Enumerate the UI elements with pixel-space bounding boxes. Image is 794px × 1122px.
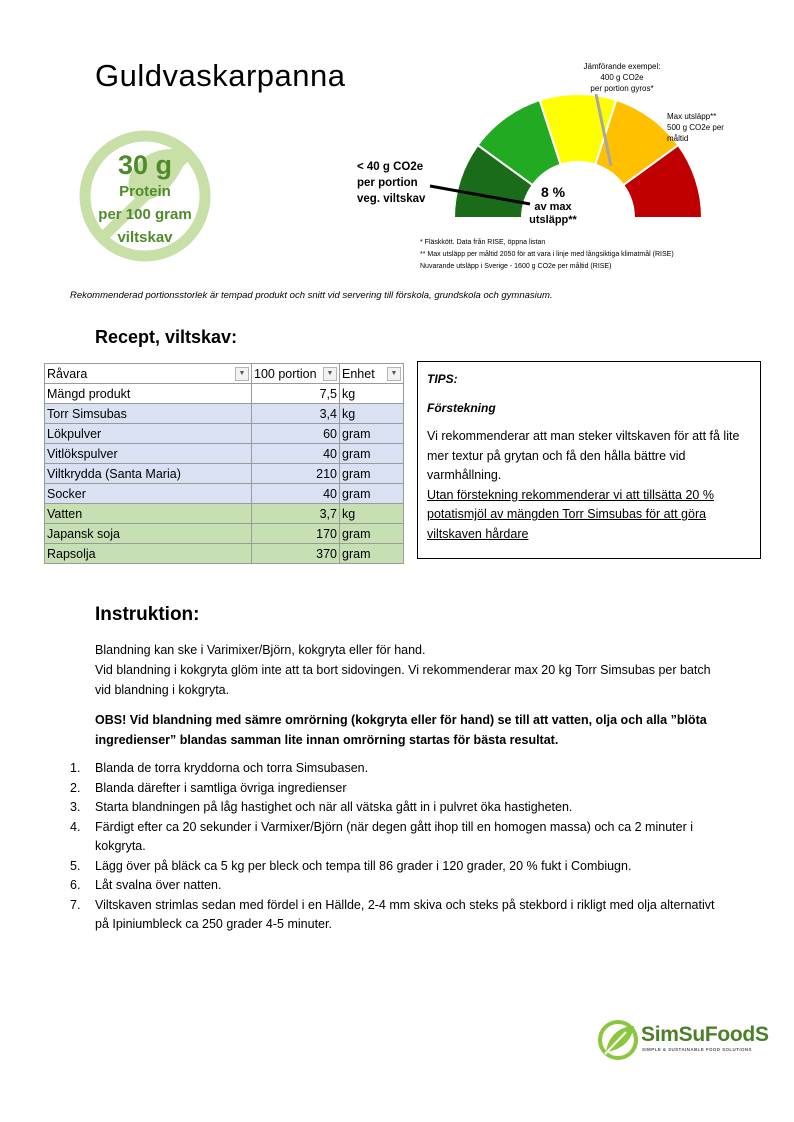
ingredient-amount: 40 bbox=[252, 444, 340, 464]
step-text: Lägg över på bläck ca 5 kg per bleck och tempa till 86 grader i 120 grader, 20 % fukt i Combiugn. bbox=[95, 858, 632, 873]
table-row bbox=[45, 544, 404, 564]
gauge-left-label bbox=[357, 159, 425, 207]
ingredient-amount: 60 bbox=[252, 424, 340, 444]
ingredient-amount: 7,5 bbox=[252, 384, 340, 404]
ingredient-name: Viltkrydda (Santa Maria) bbox=[45, 464, 252, 484]
logo-name: SimSuFoodS bbox=[641, 1023, 769, 1046]
ingredient-amount: 40 bbox=[252, 484, 340, 504]
column-header-enhet[interactable] bbox=[340, 364, 404, 384]
gauge-max-3: måltid bbox=[667, 134, 689, 143]
footnote-2: ** Max utsläpp per måltid 2050 för att vara i linje med långsiktiga klimatmål (RISE) bbox=[420, 251, 674, 258]
page-title: Guldvaskarpanna bbox=[95, 58, 346, 93]
protein-product: viltskav bbox=[117, 229, 173, 246]
step-text: Blanda de torra kryddorna och torra Simsubasen. bbox=[95, 761, 369, 775]
gauge-max-note bbox=[667, 111, 724, 144]
gauge-sub-2: utsläpp** bbox=[529, 214, 577, 226]
list-item: 2. Blanda därefter i samtliga övriga ingredienser bbox=[70, 779, 720, 799]
list-item: 1. Blanda de torra kryddorna och torra Simsubasen. bbox=[70, 759, 720, 779]
protein-per: per 100 gram bbox=[98, 206, 192, 223]
step-text: Starta blandningen på låg hastighet och när all vätska gått in i pulvret öka hastigheten. bbox=[95, 800, 573, 814]
ingredient-unit: gram bbox=[340, 544, 404, 564]
ingredient-unit: gram bbox=[340, 464, 404, 484]
ingredient-name: Torr Simsubas bbox=[45, 404, 252, 424]
ingredient-unit: kg bbox=[340, 404, 404, 424]
gauge-compare-note bbox=[572, 61, 672, 94]
tips-heading: TIPS: bbox=[427, 372, 458, 386]
footnote-1: * Fläskkött. Data från RISE, öppna listan bbox=[420, 239, 546, 246]
ingredient-unit: gram bbox=[340, 484, 404, 504]
obs-note: OBS! Vid blandning med sämre omrörning (kokgryta eller för hand) se till att vatten, olja och alla ”blöta ingredienser” blandas samman lite innan omrörning startas för bästa resultat. bbox=[95, 713, 707, 747]
ingredient-amount: 3,7 bbox=[252, 504, 340, 524]
protein-label: Protein bbox=[119, 183, 171, 200]
filter-dropdown-icon[interactable]: ▼ bbox=[235, 367, 249, 381]
table-row bbox=[45, 404, 404, 424]
gauge-compare-3: per portion gyros* bbox=[590, 84, 654, 93]
table-row bbox=[45, 384, 404, 404]
intro-line-1: Blandning kan ske i Varimixer/Björn, kokgryta eller för hand. bbox=[95, 643, 426, 657]
tips-box bbox=[417, 361, 761, 559]
ingredient-unit: gram bbox=[340, 524, 404, 544]
ingredient-unit: gram bbox=[340, 444, 404, 464]
ingredient-name: Japansk soja bbox=[45, 524, 252, 544]
column-header-label: Enhet bbox=[342, 366, 375, 381]
ingredient-name: Mängd produkt bbox=[45, 384, 252, 404]
step-text: Viltskaven strimlas sedan med fördel i en Hällde, 2-4 mm skiva och steks på stekbord i rikligt med olja alternativt på Ipiniumbleck ca 250 grader 4-5 minuter. bbox=[95, 897, 715, 931]
gauge-left-label-1: < 40 g CO2e bbox=[357, 161, 424, 173]
gauge-left-label-2: per portion bbox=[357, 177, 418, 189]
table-row bbox=[45, 524, 404, 544]
recipe-table bbox=[44, 363, 404, 564]
table-row bbox=[45, 444, 404, 464]
gauge-center-value bbox=[508, 183, 598, 227]
list-item: 4. Färdigt efter ca 20 sekunder i Varmixer/Björn (när degen gått ihop till en homogen massa) och ca 2 minuter i kokgryta. bbox=[70, 818, 720, 857]
protein-badge-text bbox=[76, 150, 214, 249]
portion-note: Rekommenderad portionsstorlek är tempad produkt och snitt vid servering till förskola, grundskola och gymnasium. bbox=[70, 290, 553, 301]
instruction-heading: Instruktion: bbox=[95, 604, 200, 625]
list-item: 5. Lägg över på bläck ca 5 kg per bleck och tempa till 86 grader i 120 grader, 20 % fukt i Combiugn. bbox=[70, 857, 720, 877]
column-header-ravara[interactable] bbox=[45, 364, 252, 384]
column-header-portion[interactable] bbox=[252, 364, 340, 384]
filter-dropdown-icon[interactable]: ▼ bbox=[387, 367, 401, 381]
footnotes bbox=[420, 237, 674, 273]
ingredient-unit: kg bbox=[340, 504, 404, 524]
instruction-intro bbox=[95, 640, 715, 700]
table-row bbox=[45, 424, 404, 444]
ingredient-name: Rapsolja bbox=[45, 544, 252, 564]
ingredient-unit: gram bbox=[340, 424, 404, 444]
gauge-compare-1: Jämförande exempel: bbox=[583, 62, 661, 71]
ingredient-amount: 3,4 bbox=[252, 404, 340, 424]
list-item: 3. Starta blandningen på låg hastighet och när all vätska gått in i pulvret öka hastigheten. bbox=[70, 798, 720, 818]
ingredient-amount: 370 bbox=[252, 544, 340, 564]
list-item: 7. Viltskaven strimlas sedan med fördel i en Hällde, 2-4 mm skiva och steks på stekbord i rikligt med olja alternativt på Ipiniumbleck ca 250 grader 4-5 minuter. bbox=[70, 896, 720, 935]
ingredient-unit: kg bbox=[340, 384, 404, 404]
recipe-heading: Recept, viltskav: bbox=[95, 327, 238, 347]
ingredient-name: Vitlökspulver bbox=[45, 444, 252, 464]
step-text: Färdigt efter ca 20 sekunder i Varmixer/Björn (när degen gått ihop till en homogen massa) och ca 2 minuter i kokgryta. bbox=[95, 819, 693, 853]
list-item: 6. Låt svalna över natten. bbox=[70, 876, 720, 896]
filter-dropdown-icon[interactable]: ▼ bbox=[323, 367, 337, 381]
ingredient-name: Vatten bbox=[45, 504, 252, 524]
table-row bbox=[45, 464, 404, 484]
ingredient-name: Socker bbox=[45, 484, 252, 504]
column-header-label: 100 portion bbox=[254, 366, 317, 381]
logo-tagline: SIMPLE & SUSTAINABLE FOOD SOLUTIONS bbox=[642, 1047, 752, 1052]
column-header-label: Råvara bbox=[47, 366, 88, 381]
gauge-max-2: 500 g CO2e per bbox=[667, 123, 724, 132]
table-row bbox=[45, 484, 404, 504]
ingredient-amount: 170 bbox=[252, 524, 340, 544]
step-text: Låt svalna över natten. bbox=[95, 878, 222, 892]
table-row bbox=[45, 504, 404, 524]
step-text: Blanda därefter i samtliga övriga ingredienser bbox=[95, 780, 347, 795]
gauge-sub-1: av max bbox=[534, 201, 572, 213]
intro-line-2: Vid blandning i kokgryta glöm inte att ta bort sidovingen. Vi rekommenderar max 20 kg Torr Simsubas per batch vid blandning i kokgryta. bbox=[95, 663, 711, 697]
ingredient-amount: 210 bbox=[252, 464, 340, 484]
gauge-percent: 8 % bbox=[540, 184, 566, 200]
footnote-3: Nuvarande utsläpp i Sverige - 1600 g CO2e per måltid (RISE) bbox=[420, 263, 612, 270]
gauge-compare-2: 400 g CO2e bbox=[600, 73, 644, 82]
gauge-max-1: Max utsläpp** bbox=[667, 112, 717, 121]
gauge-left-label-3: veg. viltskav bbox=[357, 193, 426, 205]
ingredient-name: Lökpulver bbox=[45, 424, 252, 444]
instruction-steps bbox=[70, 759, 720, 935]
protein-amount: 30 g bbox=[117, 150, 173, 180]
tips-body: Vi rekommenderar att man steker viltskaven för att få lite mer textur på grytan och få den hålla bättre vid varmhållning. bbox=[427, 429, 740, 482]
tips-subheading: Förstekning bbox=[427, 400, 496, 415]
tips-underlined: Utan förstekning rekommenderar vi att tillsätta 20 % potatismjöl av mängden Torr Simsubas för att göra viltskaven hårdare bbox=[427, 487, 714, 541]
